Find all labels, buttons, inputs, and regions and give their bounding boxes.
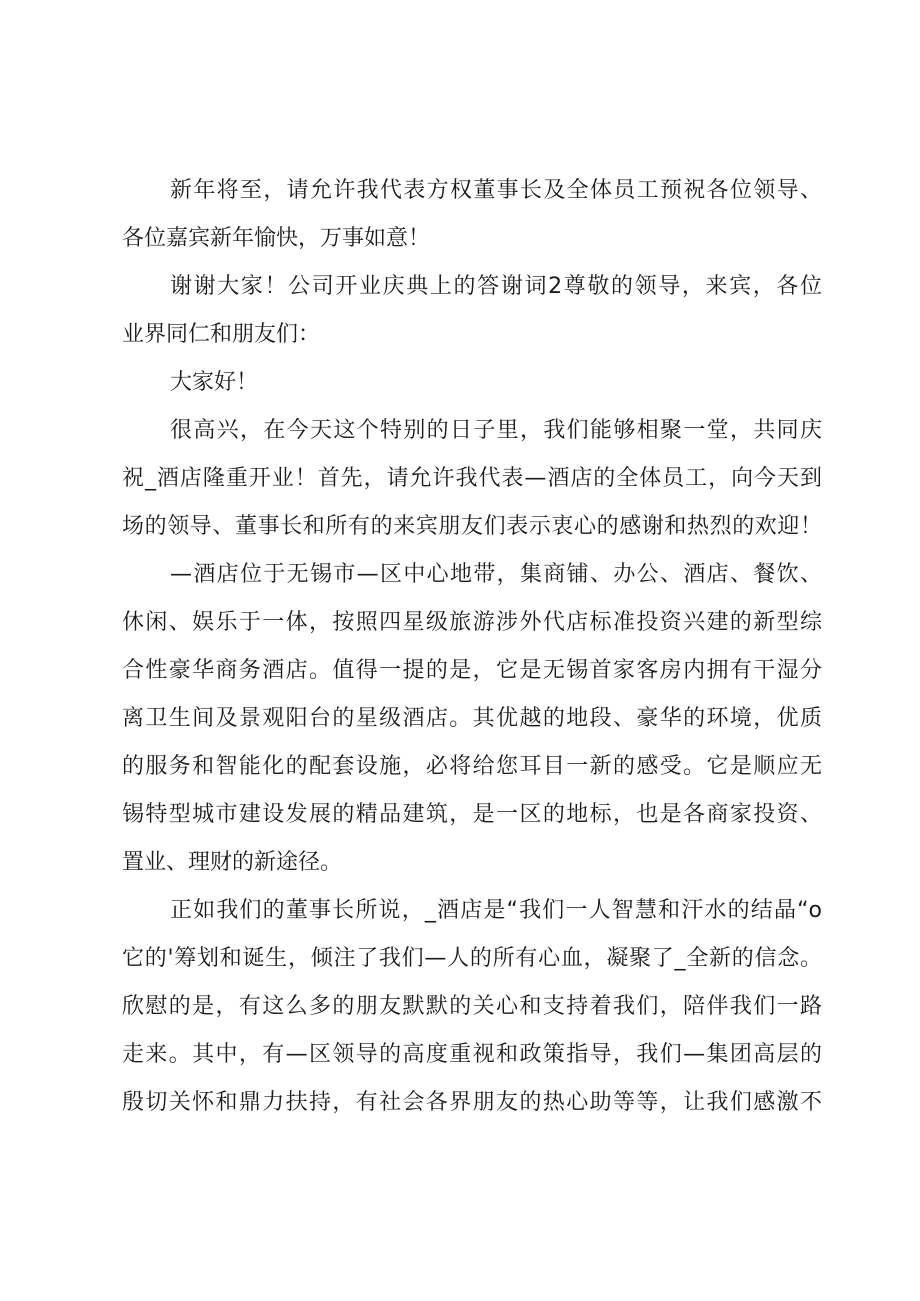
paragraph-line: 锡特型城市建设发展的精品建筑，是一区的地标，也是各商家投资、: [122, 802, 822, 827]
paragraph-line: 它的'筹划和诞生，倾注了我们—人的所有心血，凝聚了_全新的信念。: [122, 946, 822, 971]
paragraph-line: 欣慰的是，有这么多的朋友默默的关心和支持着我们，陪伴我们一路: [122, 994, 822, 1019]
paragraph-line: 置业、理财的新途径。: [122, 850, 343, 875]
paragraph-line: 殷切关怀和鼎力扶持，有社会各界朋友的热心助等等，让我们感激不: [122, 1090, 822, 1115]
paragraph-line: 合性豪华商务酒店。值得一提的是，它是无锡首家客房内拥有干湿分: [122, 658, 822, 683]
paragraph-line: 休闲、娱乐于一体，按照四星级旅游涉外代店标准投资兴建的新型综: [122, 610, 822, 635]
paragraph-line: 走来。其中，有—区领导的高度重视和政策指导，我们—集团高层的: [122, 1042, 822, 1067]
paragraph-line: 业界同仁和朋友们：: [122, 322, 321, 347]
paragraph-line: 谢谢大家！公司开业庆典上的答谢词2尊敬的领导，来宾，各位: [170, 274, 822, 299]
paragraph-line: 大家好！: [170, 370, 259, 395]
paragraph-line: 祝_酒店隆重开业！首先，请允许我代表—酒店的全体员工，向今天到: [122, 466, 822, 491]
paragraph-line: 离卫生间及景观阳台的星级酒店。其优越的地段、豪华的环境，优质: [122, 706, 822, 731]
paragraph-line: 新年将至，请允许我代表方权董事长及全体员工预祝各位领导、: [170, 178, 822, 203]
paragraph-line: 场的领导、董事长和所有的来宾朋友们表示衷心的感谢和热烈的欢迎！: [122, 514, 822, 539]
paragraph-line: 的服务和智能化的配套设施，必将给您耳目一新的感受。它是顺应无: [122, 754, 822, 779]
paragraph-line: 各位嘉宾新年愉快，万事如意！: [122, 226, 431, 251]
paragraph-line: 正如我们的董事长所说，_酒店是“我们一人智慧和汗水的结晶“o: [170, 898, 822, 923]
paragraph-line: 很高兴，在今天这个特别的日子里，我们能够相聚一堂，共同庆: [170, 418, 822, 443]
paragraph-line: —酒店位于无锡市—区中心地带，集商铺、办公、酒店、餐饮、: [170, 562, 822, 587]
